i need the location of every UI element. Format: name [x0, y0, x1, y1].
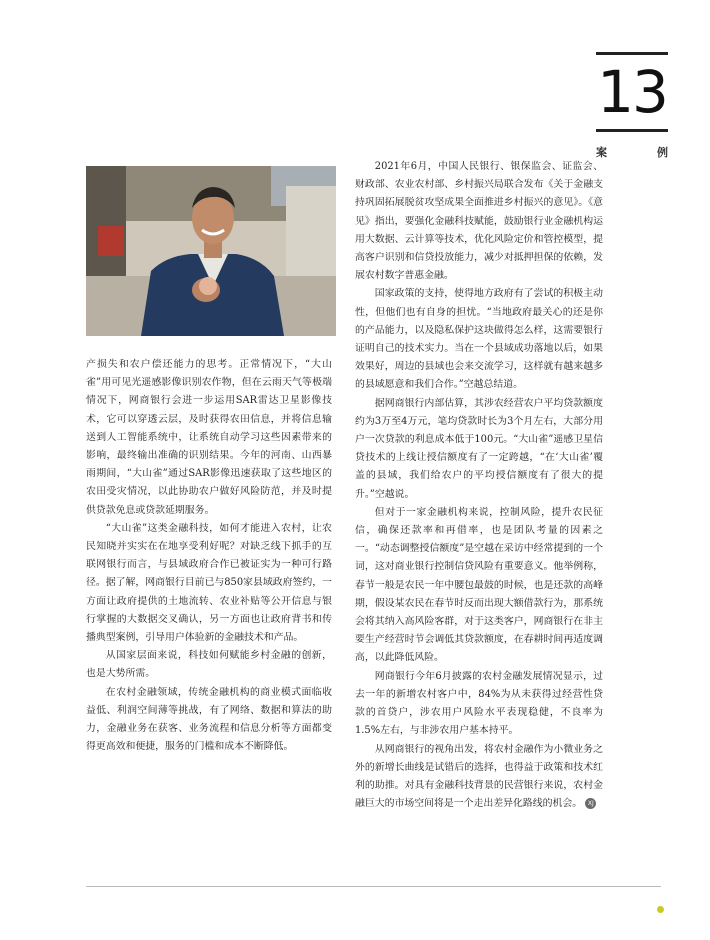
article-right-column: [355, 158, 603, 813]
section-label-char: 案: [596, 146, 607, 159]
paragraph: 产损失和农户偿还能力的思考。正常情况下，“大山雀”用可见光遥感影像识别农作物，但在云雨天气等极端情况下，网商银行会进一步运用SAR雷达卫星影像技术，它可以穿透云层，及时获得农田信息，并将信息输送到人工智能系统中，让系统自动学习这些因素带来的影响，最终输出准确的识别结果。今年的河南、山西暴雨期间，“大山雀”通过SAR影像迅速获取了这些地区的农田受灾情况，以此协助农户做好风险防范，并及时提供贷款免息或贷款延期服务。: [86, 359, 332, 516]
section-label-char: 例: [657, 146, 668, 159]
paragraph: 网商银行今年6月披露的农村金融发展情况显示，过去一年的新增农村客户中，84%为从未获得过经营性贷款的首贷户，涉农用户风险水平表现稳健，不良率为1.5%左右，与非涉农用户基本持平。: [355, 670, 603, 737]
paragraph: 据网商银行内部估算，其涉农经营农户平均贷款额度约为3万至4万元，笔均贷款时长为3个月左右，大部分用户一次贷款的利息成本低于100元。“大山雀”遥感卫星信贷技术的上线让授信额度有了一定跨越，“在‘大山雀’覆盖的县域，我们给农户的平均授信额度有了很大的提升。”空越说。: [355, 397, 603, 500]
paragraph: 在农村金融领域，传统金融机构的商业模式面临收益低、利润空间薄等挑战，有了网络、数据和算法的助力，金融业务在获客、业务流程和信息分析等方面都变得更高效和便捷，服务的门槛和成本不断降低。: [86, 686, 332, 753]
paragraph-text: 从网商银行的视角出发，将农村金融作为小微业务之外的新增长曲线是试错后的选择，也得益于政策和技术红利的助推。对具有金融科技背景的民营银行来说，农村金融巨大的市场空间将是一个走出差异化路线的机会。: [355, 743, 603, 810]
end-mark-icon: XJ: [585, 798, 596, 809]
paragraph: 从国家层面来说，科技如何赋能乡村金融的创新，也是大势所需。: [86, 650, 332, 680]
section-label: [596, 144, 668, 160]
photo-portrait-icon: [86, 166, 336, 336]
paragraph: 2021年6月，中国人民银行、银保监会、证监会、财政部、农业农村部、乡村振兴局联合发布《关于金融支持巩固拓展脱贫攻坚成果全面推进乡村振兴的意见》。《意见》指出，要强化金融科技赋能，鼓励银行业金融机构运用大数据、云计算等技术，优化风险定价和管控模型，提高客户识别和信贷投放能力，减少对抵押担保的依赖，发展农村数字普惠金融。: [355, 161, 603, 282]
page-number: 13: [596, 52, 668, 132]
paragraph: 但对于一家金融机构来说，控制风险，提升农民征信，确保还款率和再借率，也是团队考量的因素之一。“动态调整授信额度”是空越在采访中经常提到的一个词，这对商业银行控制信贷风险有重要意义。他举例称，春节一般是农民一年中腰包最鼓的时候，也是还款的高峰期，假设某农民在春节时反而出现大额借款行为，那系统会将其纳入高风险客群，对于这类客户，网商银行在非主要生产经营时节会调低其贷款额度，在春耕时间再适度调高，以此降低风险。: [355, 506, 603, 664]
paragraph: 国家政策的支持，使得地方政府有了尝试的积极主动性，但他们也有自身的担忧。“当地政府最关心的还是你的产品能力，以及隐私保护这块做得怎么样，这需要银行证明自己的技术实力。当在一个县域成功落地以后，如果效果好，周边的县域也会来交流学习，这样就有越来越多的县域愿意和我们合作。”空越总结道。: [355, 288, 603, 391]
paragraph-final: [355, 741, 603, 814]
footer-rule: [86, 886, 661, 887]
article-left-column: [86, 356, 332, 756]
paragraph: “大山雀”这类金融科技，如何才能进入农村，让农民知晓并实实在在地享受利好呢？对缺乏线下抓手的互联网银行而言，与县域政府合作已被证实为一种可行路径。据了解，网商银行目前已与850家县域政府签约，一方面让政府提供的土地流转、农业补贴等公开信息与银行掌握的大数据交叉确认，另一方面也让政府背书和传播典型案例，引导用户体验新的金融技术和产品。: [86, 522, 332, 644]
footer-dot-icon: [657, 906, 664, 913]
